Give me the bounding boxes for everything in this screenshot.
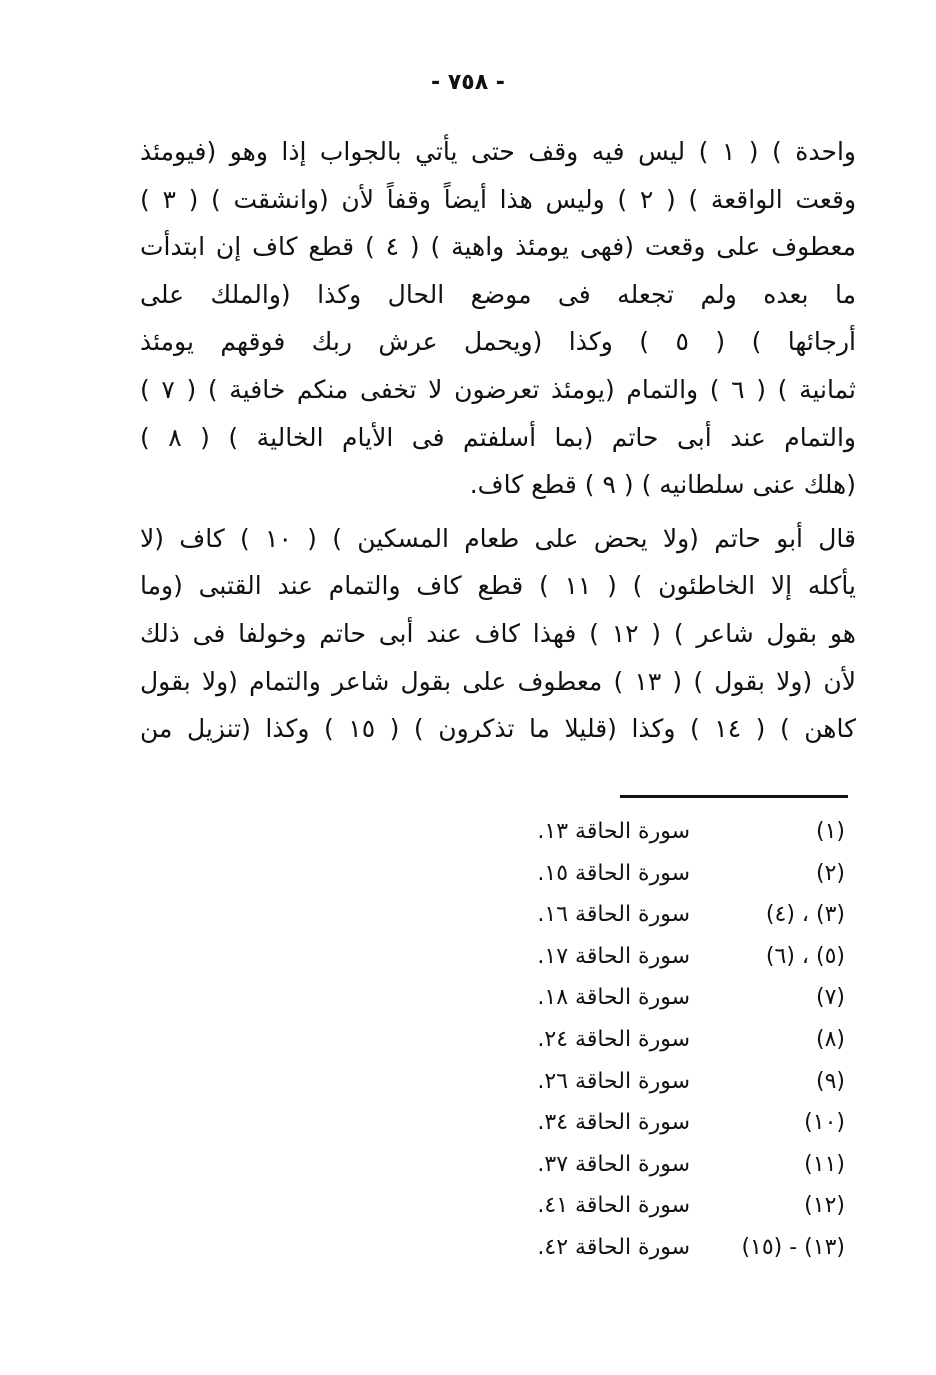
footnote-source: سورة الحاقة ١٣. — [537, 819, 690, 844]
footnote-ref: (١) — [815, 819, 845, 844]
footnote-source: سورة الحاقة ٢٤. — [537, 1026, 690, 1052]
footnote — [500, 811, 845, 853]
text-line: لأن (ولا بقول ) ( ١٣ ) معطوف على بقول شاعر والتمام (ولا بقول — [140, 666, 856, 696]
footnote-source: سورة الحاقة ١٨. — [537, 985, 690, 1011]
footnote-ref: (٥) ، (٦) — [765, 943, 845, 969]
footnote — [500, 1144, 845, 1186]
body-text — [140, 128, 856, 753]
footnotes — [500, 811, 845, 1269]
footnote-source: سورة الحاقة ٢٦. — [537, 1068, 690, 1094]
text-line: والتمام عند أبى حاتم (بما أسلفتم فى الأيام الخالية ) ( ٨ ) — [140, 422, 856, 452]
footnote-source: سورة الحاقة ٣٧. — [537, 1151, 690, 1177]
text-line: كاهن ) ( ١٤ ) وكذا (قليلا ما تذكرون ) ( ١٥ ) وكذا (تنزيل من — [140, 714, 856, 744]
text-line: (هلك عنى سلطانيه ) ( ٩ ) قطع كاف. — [469, 470, 856, 500]
text-line: أرجائها ) ( ٥ ) وكذا (ويحمل عرش ربك فوقهم يومئذ — [140, 327, 856, 357]
footnote — [500, 1019, 845, 1061]
footnote-source: سورة الحاقة ١٧. — [537, 943, 690, 969]
text-line: هو بقول شاعر ) ( ١٢ ) فهذا كاف عند أبى حاتم وخولفا فى ذلك — [140, 618, 856, 648]
footnote-ref: (٧) — [815, 985, 845, 1011]
footnote-divider — [620, 795, 848, 798]
text-line: معطوف على وقعت (فهى يومئذ واهية ) ( ٤ ) قطع كاف إن ابتدأت — [140, 232, 856, 262]
footnote-ref: (٩) — [815, 1068, 845, 1094]
footnote — [500, 936, 845, 978]
footnote-ref: (١٠) — [804, 1110, 845, 1136]
page-number: - ٧٥٨ - — [431, 70, 505, 95]
footnote-ref: (٣) ، (٤) — [765, 902, 845, 928]
footnote — [500, 1185, 845, 1227]
footnote-source: سورة الحاقة ٣٤. — [537, 1110, 690, 1136]
text-line: ثمانية ) ( ٦ ) والتمام (يومئذ تعرضون لا تخفى منكم خافية ) ( ٧ ) — [140, 374, 856, 404]
footnote-source: سورة الحاقة ١٦. — [537, 902, 690, 928]
footnote-ref: (١٢) — [804, 1193, 845, 1219]
footnote-ref: (٨) — [815, 1026, 845, 1052]
footnote-source: سورة الحاقة ٤٢. — [537, 1234, 690, 1260]
footnote — [500, 1227, 845, 1269]
footnote-ref: (٢) — [815, 860, 845, 886]
footnote-ref: (١٣) - (١٥) — [741, 1234, 845, 1260]
footnote-source: سورة الحاقة ٤١. — [537, 1193, 690, 1219]
footnote — [500, 1061, 845, 1103]
footnote-ref: (١١) — [804, 1151, 845, 1177]
text-line: واحدة ) ( ١ ) ليس فيه وقف حتى يأتي بالجواب إذا وهو (فيومئذ — [140, 137, 856, 166]
footnote — [500, 853, 845, 895]
footnote-source: سورة الحاقة ١٥. — [537, 860, 690, 886]
text-line: يأكله إلا الخاطئون ) ( ١١ ) قطع كاف والتمام عند القتبى (وما — [140, 571, 856, 601]
footnote — [500, 894, 845, 936]
footnote — [500, 1102, 845, 1144]
footnote — [500, 977, 845, 1019]
text-line: ما بعده ولم تجعله فى موضع الحال وكذا (والملك على — [140, 279, 856, 309]
text-line: قال أبو حاتم (ولا يحض على طعام المسكين ) ( ١٠ ) كاف (لا — [140, 523, 856, 553]
text-line: وقعت الواقعة ) ( ٢ ) وليس هذا أيضاً وقفاً لأن (وانشقت ) ( ٣ ) — [140, 184, 856, 214]
